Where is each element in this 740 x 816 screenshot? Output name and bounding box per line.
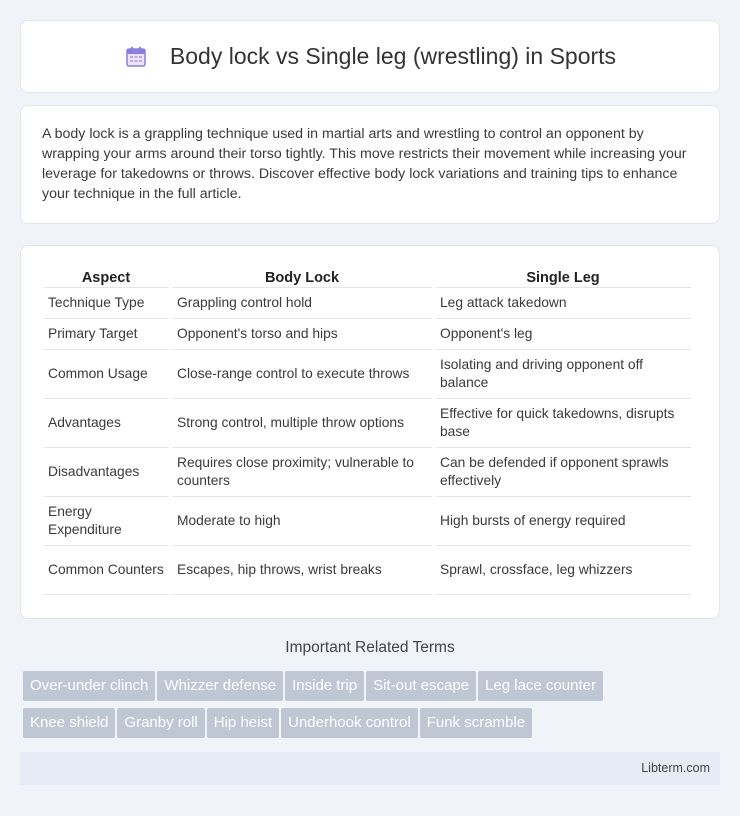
tag-granby-roll[interactable]: Granby roll (117, 708, 204, 738)
table-cell: Opponent's torso and hips (172, 319, 432, 350)
table-cell: Effective for quick takedowns, disrupts base (435, 399, 691, 448)
page-title-text: Body lock vs Single leg (wrestling) in Sports (169, 43, 617, 69)
intro-text: A body lock is a grappling technique used in martial arts and wrestling to control an opponent by wrapping your arms around their torso tightly. This move restricts their movement while increasing your leverage for takedowns or throws. Discover effective body lock variations and training tips to enhance your technique in the full article. (42, 126, 687, 202)
table-row (43, 288, 691, 319)
table-cell: High bursts of energy required (435, 497, 691, 546)
table-cell: Energy Expenditure (43, 497, 169, 546)
table-cell: Sprawl, crossface, leg whizzers (435, 546, 691, 595)
header-body-lock: Body Lock (172, 264, 432, 288)
table-cell: Grappling control hold (172, 288, 432, 319)
tag-underhook-control[interactable]: Underhook control (281, 708, 418, 738)
table-cell: Strong control, multiple throw options (172, 399, 432, 448)
comparison-table (40, 264, 694, 595)
tag-hip-heist[interactable]: Hip heist (207, 708, 279, 738)
table-cell: Escapes, hip throws, wrist breaks (172, 546, 432, 595)
table-cell: Common Usage (43, 350, 169, 399)
related-terms-tags (23, 671, 723, 745)
tag-funk-scramble[interactable]: Funk scramble (420, 708, 532, 738)
header-single-leg: Single Leg (435, 264, 691, 288)
header-aspect: Aspect (43, 264, 169, 288)
table-cell: Requires close proximity; vulnerable to counters (172, 448, 432, 497)
table-row (43, 350, 691, 399)
table-cell: Common Counters (43, 546, 169, 595)
table-cell: Technique Type (43, 288, 169, 319)
tag-leg-lace-counter[interactable]: Leg lace counter (478, 671, 603, 701)
tag-sit-out-escape[interactable]: Sit-out escape (366, 671, 476, 701)
tag-whizzer-defense[interactable]: Whizzer defense (157, 671, 283, 701)
title-card (20, 20, 720, 93)
table-cell: Opponent's leg (435, 319, 691, 350)
intro-card (20, 105, 720, 224)
tag-over-under-clinch[interactable]: Over-under clinch (23, 671, 155, 701)
footer (20, 752, 720, 785)
footer-site-link[interactable]: Libterm.com (641, 761, 710, 775)
tag-knee-shield[interactable]: Knee shield (23, 708, 115, 738)
table-cell: Close-range control to execute throws (172, 350, 432, 399)
table-cell: Leg attack takedown (435, 288, 691, 319)
table-cell: Primary Target (43, 319, 169, 350)
table-row (43, 399, 691, 448)
page-title (124, 43, 616, 70)
table-cell: Advantages (43, 399, 169, 448)
tag-inside-trip[interactable]: Inside trip (285, 671, 364, 701)
table-row (43, 546, 691, 595)
table-cell: Moderate to high (172, 497, 432, 546)
table-cell: Disadvantages (43, 448, 169, 497)
table-cell: Can be defended if opponent sprawls effectively (435, 448, 691, 497)
related-terms-title: Important Related Terms (285, 639, 455, 656)
table-row (43, 448, 691, 497)
table-cell: Isolating and driving opponent off balance (435, 350, 691, 399)
comparison-table-card (20, 245, 720, 619)
table-header-row (43, 264, 691, 288)
table-row (43, 319, 691, 350)
table-row (43, 497, 691, 546)
calendar-icon (124, 45, 148, 69)
